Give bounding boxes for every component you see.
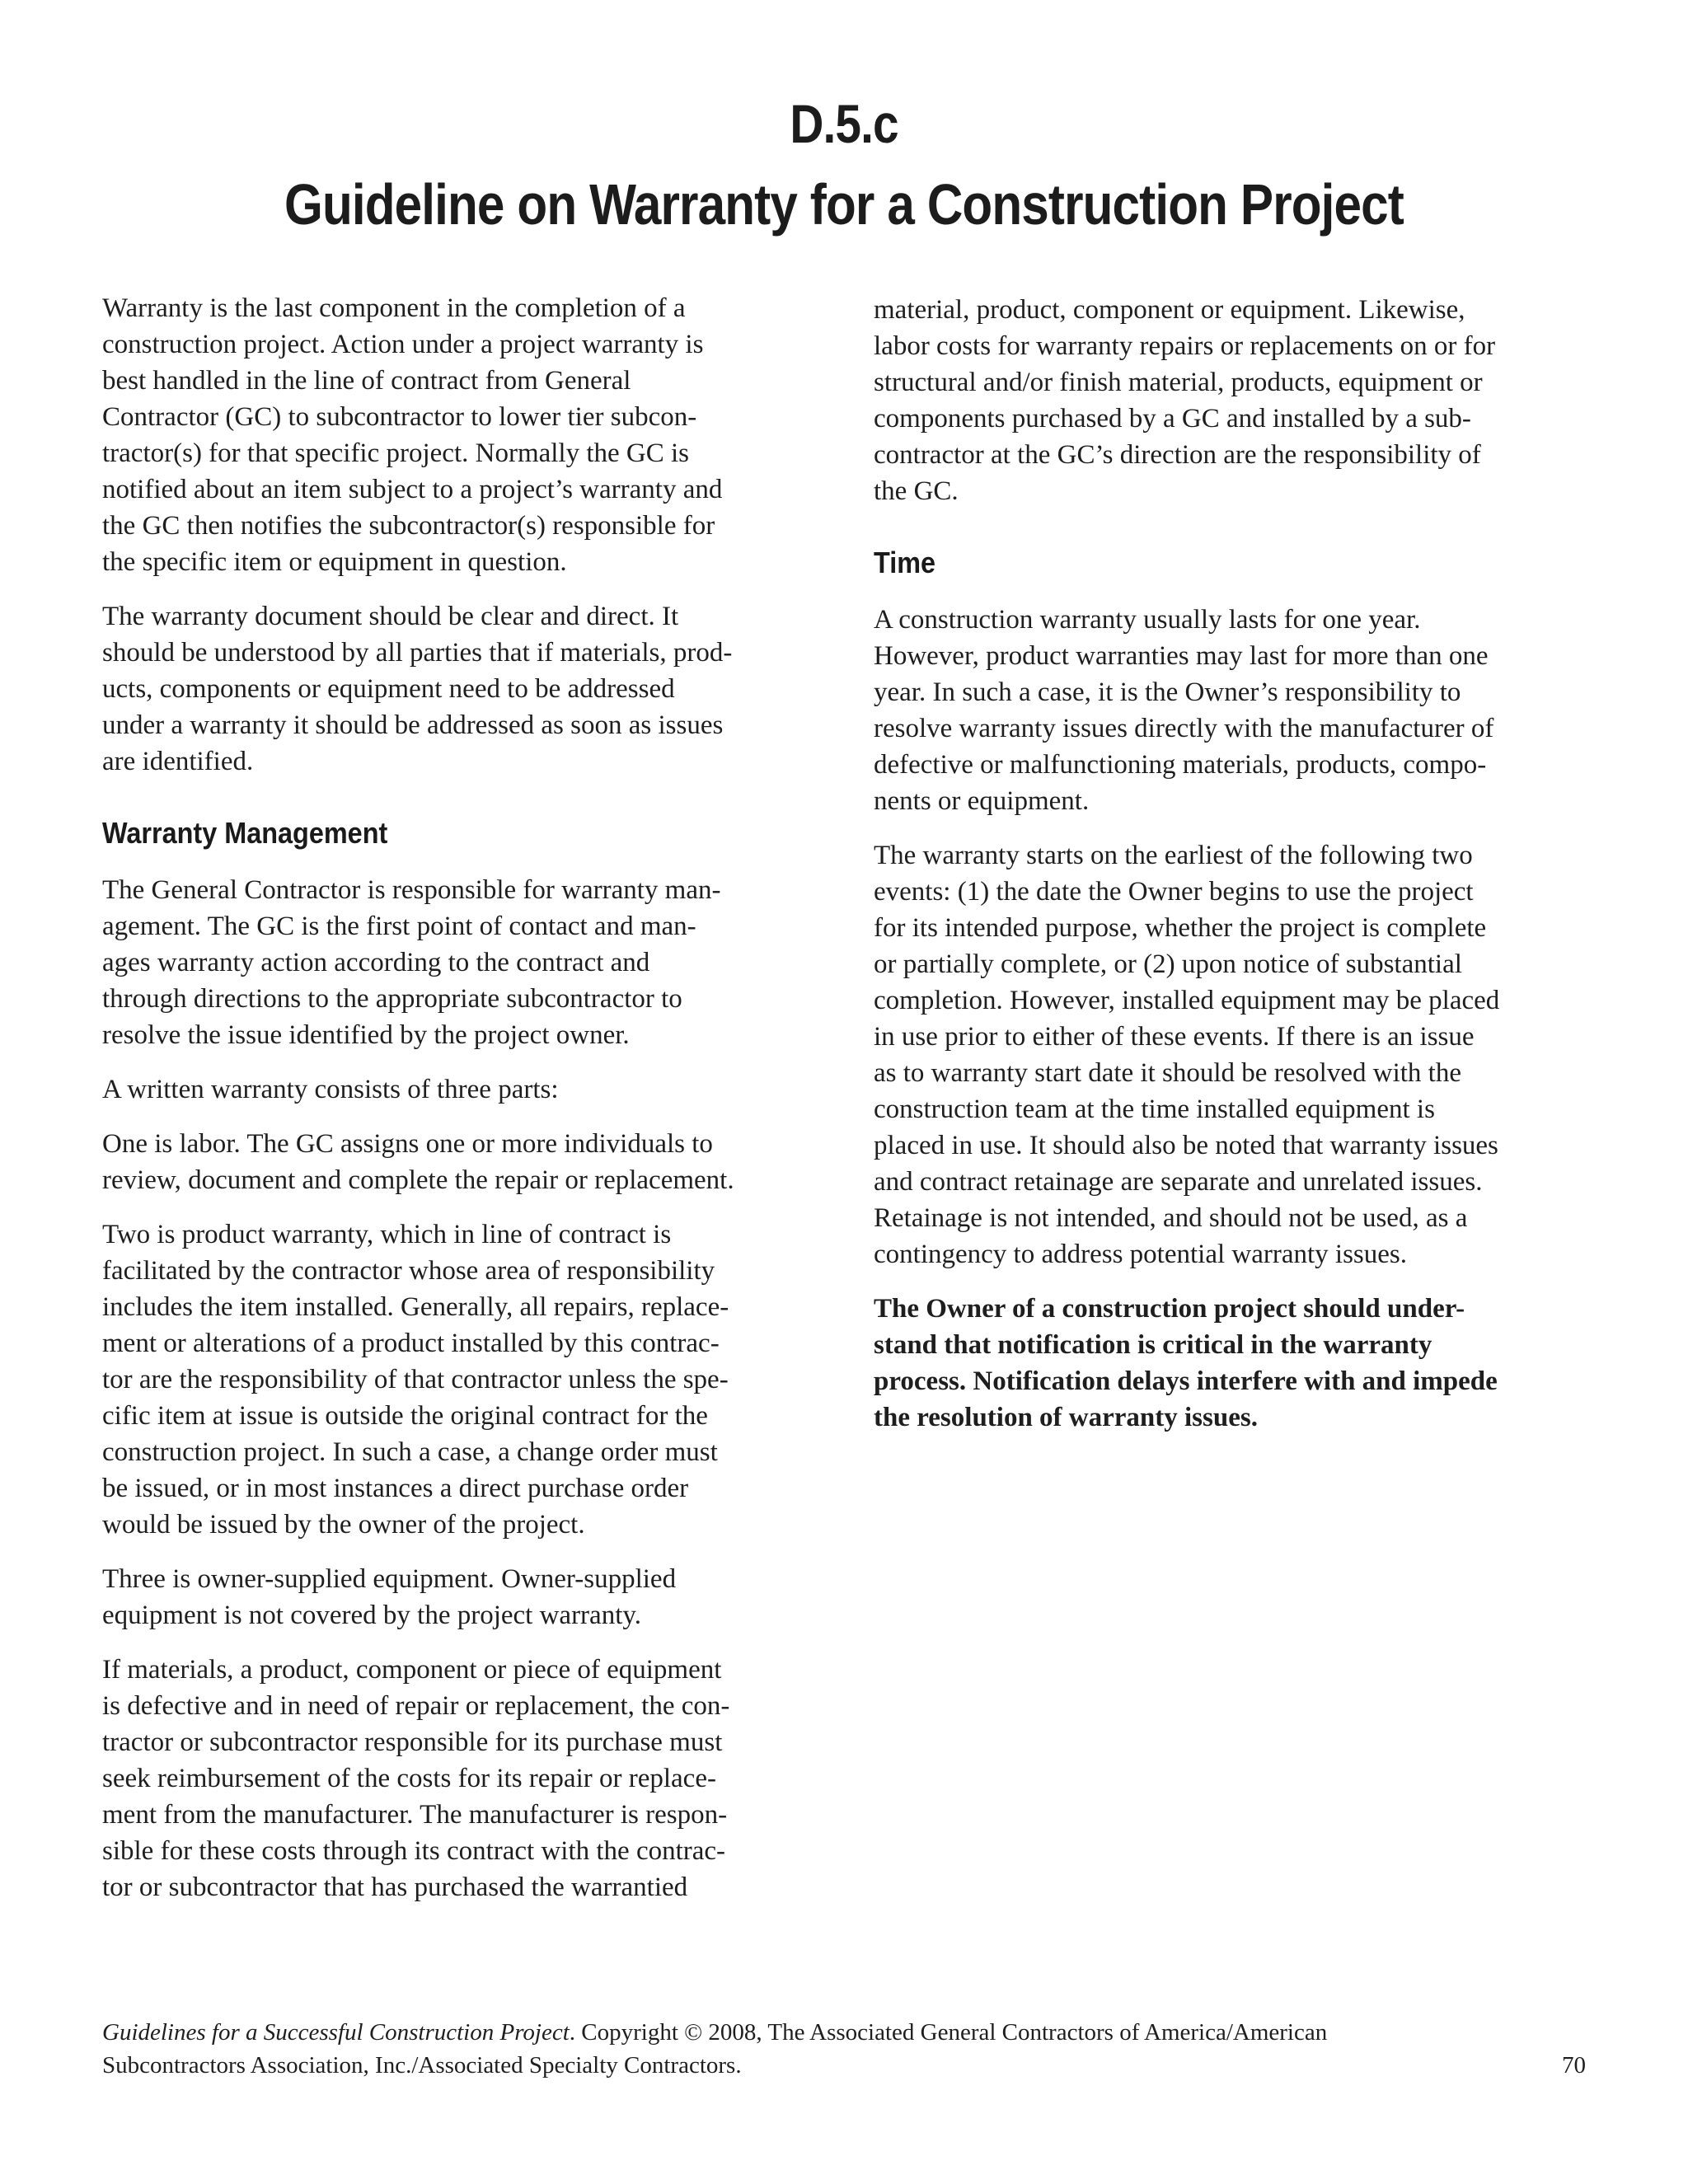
footer-copyright-text: . Copyright © 2008, The Associated General Contractors of America/American Subcontractors Association, Inc./Associated Specialty Contractors. <box>102 2019 1328 2079</box>
paragraph: material, product, component or equipment. Likewise, labor costs for warranty repairs or replacements on or for structural and/or finish material, products, equipment or components purchased by a GC and installed by a sub- contractor at the GC’s direction are the responsibility of the GC. <box>874 295 1496 506</box>
section-heading-warranty-management: Warranty Management <box>102 816 388 850</box>
paragraph: A written warranty consists of three parts: <box>102 1075 559 1104</box>
section-code: D.5.c <box>790 93 898 154</box>
paragraph: The General Contractor is responsible for warranty man- agement. The GC is the first point of contact and man- ages warranty action according to the contract and through directions to the appropriate subcontractor to resolve the issue identified by the project owner. <box>102 875 721 1050</box>
section-heading-time: Time <box>874 546 936 579</box>
page-header <box>118 89 1569 242</box>
left-column <box>102 290 816 1924</box>
paragraph: One is labor. The GC assigns one or more individuals to review, document and complete the repair or replacement. <box>102 1129 734 1195</box>
footer-copyright <box>102 2016 1586 2082</box>
right-column <box>874 292 1587 1454</box>
emphasis-paragraph: The Owner of a construction project should under- stand that notification is critical in the warranty process. Notification delays interfere with and impede the resolution of warranty issues. <box>874 1294 1498 1432</box>
paragraph: Two is product warranty, which in line of contract is facilitated by the contractor whose area of responsibility includes the item installed. Generally, all repairs, replace- ment or alterations of a product installed by this contrac- tor are the responsibility of that contractor unless the spe- cific item at issue is outside the original contract for the construction project. In such a case, a change order must be issued, or in most instances a direct purchase order would be issued by the owner of the project. <box>102 1220 729 1540</box>
footer-book-title: Guidelines for a Successful Construction Project <box>102 2019 570 2046</box>
paragraph: Three is owner-supplied equipment. Owner-supplied equipment is not covered by the project warranty. <box>102 1564 677 1630</box>
paragraph: A construction warranty usually lasts for one year. However, product warranties may last for more than one year. In such a case, it is the Owner’s responsibility to resolve warranty issues directly with the manufacturer of defective or malfunctioning materials, products, compo- nents or equipment. <box>874 605 1494 816</box>
paragraph: Warranty is the last component in the completion of a construction project. Action under a project warranty is best handled in the line of contract from General Contractor (GC) to subcontractor to lower tier subcon- tractor(s) for that specific project. Normally the GC is notified about an item subject to a project’s warranty and the GC then notifies the subcontractor(s) responsible for the specific item or equipment in question. <box>102 293 723 577</box>
page-title: Guideline on Warranty for a Construction Project <box>284 172 1404 237</box>
paragraph: If materials, a product, component or piece of equipment is defective and in need of repair or replacement, the con- tractor or subcontractor responsible for its purchase must seek reimbursement of the costs for its repair or replace- ment from the manufacturer. The manufacturer is respon- sible for these costs through its contract with the contrac- tor or subcontractor that has purchased the warrantied <box>102 1655 730 1902</box>
paragraph: The warranty document should be clear and direct. It should be understood by all parties that if materials, prod- ucts, components or equipment need to be addressed under a warranty it should be addressed as soon as issues are identified. <box>102 602 733 776</box>
page-number: 70 <box>1562 2052 1586 2079</box>
paragraph: The warranty starts on the earliest of the following two events: (1) the date the Owner begins to use the project for its intended purpose, whether the project is complete or partially complete, or (2) upon notice of substantial completion. However, installed equipment may be placed in use prior to either of these events. If there is an issue as to warranty start date it should be resolved with the construction team at the time installed equipment is placed in use. It should also be noted that warranty issues and contract retainage are separate and unrelated issues. Retainage is not intended, and should not be used, as a contingency to address potential warranty issues. <box>874 841 1500 1269</box>
